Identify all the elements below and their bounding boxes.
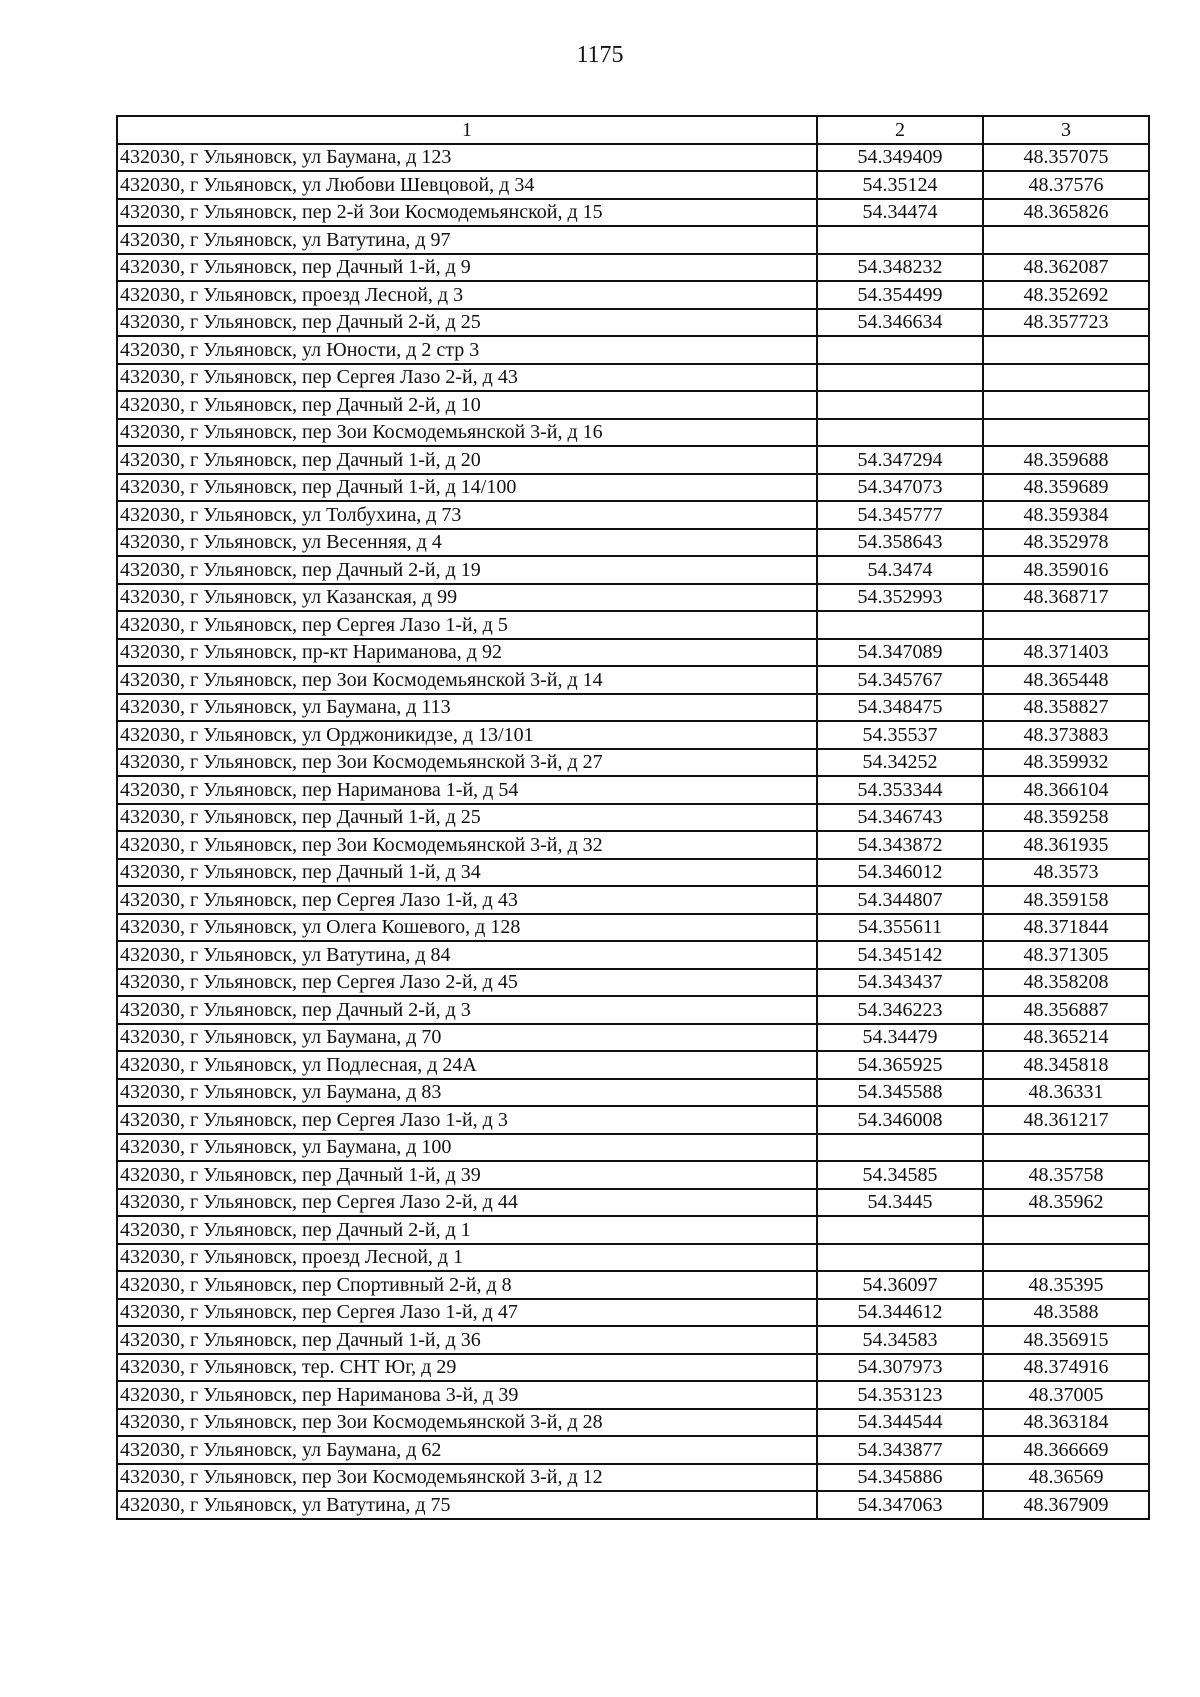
table-row [117, 474, 1149, 502]
address-table [116, 115, 1150, 1520]
table-row [117, 996, 1149, 1024]
longitude-cell: 48.345818 [983, 1051, 1149, 1079]
address-cell: 432030, г Ульяновск, пер Дачный 2-й, д 25 [117, 309, 817, 337]
latitude-cell: 54.365925 [817, 1051, 983, 1079]
table-row [117, 1299, 1149, 1327]
latitude-cell: 54.353123 [817, 1381, 983, 1409]
table-row [117, 529, 1149, 557]
table-row [117, 1409, 1149, 1437]
table-row [117, 694, 1149, 722]
address-cell: 432030, г Ульяновск, ул Казанская, д 99 [117, 584, 817, 612]
address-cell: 432030, г Ульяновск, пер Дачный 1-й, д 25 [117, 804, 817, 832]
table-row [117, 804, 1149, 832]
longitude-cell: 48.366104 [983, 776, 1149, 804]
table-row [117, 914, 1149, 942]
latitude-cell: 54.34252 [817, 749, 983, 777]
table-row [117, 226, 1149, 254]
latitude-cell [817, 226, 983, 254]
table-row [117, 501, 1149, 529]
longitude-cell [983, 1134, 1149, 1162]
latitude-cell: 54.343872 [817, 831, 983, 859]
longitude-cell: 48.352978 [983, 529, 1149, 557]
longitude-cell [983, 419, 1149, 447]
address-cell: 432030, г Ульяновск, пер Дачный 2-й, д 10 [117, 391, 817, 419]
address-cell: 432030, г Ульяновск, ул Баумана, д 123 [117, 144, 817, 172]
address-cell: 432030, г Ульяновск, пер Дачный 1-й, д 34 [117, 859, 817, 887]
latitude-cell: 54.345886 [817, 1464, 983, 1492]
table-row [117, 1354, 1149, 1382]
table-row [117, 144, 1149, 172]
address-cell: 432030, г Ульяновск, пер Нариманова 3-й, д 39 [117, 1381, 817, 1409]
table-row [117, 1189, 1149, 1217]
longitude-cell: 48.365214 [983, 1024, 1149, 1052]
latitude-cell: 54.347073 [817, 474, 983, 502]
latitude-cell: 54.347089 [817, 639, 983, 667]
address-cell: 432030, г Ульяновск, пер Сергея Лазо 1-й, д 3 [117, 1106, 817, 1134]
latitude-cell: 54.3445 [817, 1189, 983, 1217]
column-header-2: 2 [817, 116, 983, 144]
latitude-cell [817, 391, 983, 419]
address-cell: 432030, г Ульяновск, проезд Лесной, д 3 [117, 281, 817, 309]
address-cell: 432030, г Ульяновск, пер Спортивный 2-й, д 8 [117, 1271, 817, 1299]
longitude-cell: 48.359688 [983, 446, 1149, 474]
table-row [117, 1024, 1149, 1052]
longitude-cell: 48.357723 [983, 309, 1149, 337]
table-row [117, 254, 1149, 282]
longitude-cell: 48.363184 [983, 1409, 1149, 1437]
longitude-cell: 48.359932 [983, 749, 1149, 777]
longitude-cell: 48.36569 [983, 1464, 1149, 1492]
page-number: 1175 [576, 42, 624, 68]
longitude-cell: 48.35395 [983, 1271, 1149, 1299]
table-row [117, 1326, 1149, 1354]
table-row [117, 281, 1149, 309]
address-cell: 432030, г Ульяновск, ул Баумана, д 62 [117, 1436, 817, 1464]
latitude-cell: 54.348475 [817, 694, 983, 722]
latitude-cell [817, 419, 983, 447]
longitude-cell: 48.361935 [983, 831, 1149, 859]
latitude-cell: 54.35537 [817, 721, 983, 749]
latitude-cell: 54.347063 [817, 1491, 983, 1519]
latitude-cell: 54.358643 [817, 529, 983, 557]
address-cell: 432030, г Ульяновск, пер Дачный 2-й, д 1 [117, 1216, 817, 1244]
table-row [117, 1436, 1149, 1464]
column-header-1: 1 [117, 116, 817, 144]
address-cell: 432030, г Ульяновск, пер Сергея Лазо 1-й, д 47 [117, 1299, 817, 1327]
longitude-cell [983, 1244, 1149, 1272]
address-cell: 432030, г Ульяновск, пер Сергея Лазо 2-й, д 45 [117, 969, 817, 997]
address-cell: 432030, г Ульяновск, ул Баумана, д 100 [117, 1134, 817, 1162]
latitude-cell: 54.345767 [817, 666, 983, 694]
longitude-cell: 48.371844 [983, 914, 1149, 942]
longitude-cell: 48.365826 [983, 199, 1149, 227]
latitude-cell: 54.343877 [817, 1436, 983, 1464]
address-cell: 432030, г Ульяновск, ул Подлесная, д 24А [117, 1051, 817, 1079]
table-row [117, 584, 1149, 612]
longitude-cell: 48.358827 [983, 694, 1149, 722]
address-cell: 432030, г Ульяновск, пер Дачный 1-й, д 36 [117, 1326, 817, 1354]
address-cell: 432030, г Ульяновск, пер Зои Космодемьянской 3-й, д 27 [117, 749, 817, 777]
longitude-cell: 48.361217 [983, 1106, 1149, 1134]
table-row [117, 941, 1149, 969]
latitude-cell: 54.345588 [817, 1079, 983, 1107]
table-row [117, 859, 1149, 887]
table-header-row [117, 116, 1149, 144]
address-cell: 432030, г Ульяновск, пер Дачный 1-й, д 9 [117, 254, 817, 282]
longitude-cell [983, 1216, 1149, 1244]
table-row [117, 776, 1149, 804]
latitude-cell [817, 1134, 983, 1162]
address-cell: 432030, г Ульяновск, тер. СНТ Юг, д 29 [117, 1354, 817, 1382]
address-cell: 432030, г Ульяновск, пер Нариманова 1-й, д 54 [117, 776, 817, 804]
address-cell: 432030, г Ульяновск, ул Любови Шевцовой, д 34 [117, 171, 817, 199]
address-cell: 432030, г Ульяновск, ул Весенняя, д 4 [117, 529, 817, 557]
longitude-cell [983, 611, 1149, 639]
address-cell: 432030, г Ульяновск, пер Сергея Лазо 1-й, д 43 [117, 886, 817, 914]
longitude-cell: 48.37576 [983, 171, 1149, 199]
table-row [117, 309, 1149, 337]
address-cell: 432030, г Ульяновск, ул Ватутина, д 84 [117, 941, 817, 969]
table-row [117, 1381, 1149, 1409]
longitude-cell: 48.371305 [983, 941, 1149, 969]
latitude-cell: 54.344544 [817, 1409, 983, 1437]
address-cell: 432030, г Ульяновск, пер Дачный 2-й, д 19 [117, 556, 817, 584]
address-cell: 432030, г Ульяновск, пер 2-й Зои Космодемьянской, д 15 [117, 199, 817, 227]
address-cell: 432030, г Ульяновск, ул Толбухина, д 73 [117, 501, 817, 529]
longitude-cell: 48.357075 [983, 144, 1149, 172]
latitude-cell: 54.355611 [817, 914, 983, 942]
longitude-cell: 48.362087 [983, 254, 1149, 282]
column-header-3: 3 [983, 116, 1149, 144]
latitude-cell [817, 336, 983, 364]
longitude-cell: 48.365448 [983, 666, 1149, 694]
table-row [117, 1161, 1149, 1189]
latitude-cell: 54.349409 [817, 144, 983, 172]
latitude-cell [817, 611, 983, 639]
longitude-cell: 48.359258 [983, 804, 1149, 832]
latitude-cell: 54.348232 [817, 254, 983, 282]
table-row [117, 831, 1149, 859]
longitude-cell: 48.374916 [983, 1354, 1149, 1382]
table-row [117, 1491, 1149, 1519]
longitude-cell: 48.356887 [983, 996, 1149, 1024]
address-cell: 432030, г Ульяновск, ул Баумана, д 113 [117, 694, 817, 722]
latitude-cell [817, 1216, 983, 1244]
address-cell: 432030, г Ульяновск, пер Сергея Лазо 1-й, д 5 [117, 611, 817, 639]
latitude-cell: 54.353344 [817, 776, 983, 804]
latitude-cell: 54.343437 [817, 969, 983, 997]
latitude-cell: 54.346634 [817, 309, 983, 337]
address-cell: 432030, г Ульяновск, ул Баумана, д 70 [117, 1024, 817, 1052]
table-row [117, 969, 1149, 997]
latitude-cell: 54.344612 [817, 1299, 983, 1327]
latitude-cell: 54.346012 [817, 859, 983, 887]
address-cell: 432030, г Ульяновск, пер Зои Космодемьянской 3-й, д 12 [117, 1464, 817, 1492]
latitude-cell [817, 1244, 983, 1272]
table-row [117, 611, 1149, 639]
table-row [117, 1244, 1149, 1272]
table-row [117, 1134, 1149, 1162]
latitude-cell: 54.345142 [817, 941, 983, 969]
address-cell: 432030, г Ульяновск, пер Зои Космодемьянской 3-й, д 32 [117, 831, 817, 859]
address-cell: 432030, г Ульяновск, проезд Лесной, д 1 [117, 1244, 817, 1272]
table-row [117, 171, 1149, 199]
longitude-cell [983, 364, 1149, 392]
table-row [117, 1271, 1149, 1299]
address-cell: 432030, г Ульяновск, ул Олега Кошевого, д 128 [117, 914, 817, 942]
table-body [117, 144, 1149, 1519]
longitude-cell: 48.373883 [983, 721, 1149, 749]
longitude-cell: 48.3573 [983, 859, 1149, 887]
longitude-cell: 48.359689 [983, 474, 1149, 502]
longitude-cell: 48.359016 [983, 556, 1149, 584]
table-row [117, 391, 1149, 419]
latitude-cell: 54.307973 [817, 1354, 983, 1382]
table-row [117, 364, 1149, 392]
address-cell: 432030, г Ульяновск, ул Орджоникидзе, д 13/101 [117, 721, 817, 749]
longitude-cell: 48.359384 [983, 501, 1149, 529]
longitude-cell: 48.35758 [983, 1161, 1149, 1189]
longitude-cell: 48.356915 [983, 1326, 1149, 1354]
table-row [117, 1464, 1149, 1492]
address-cell: 432030, г Ульяновск, ул Ватутина, д 75 [117, 1491, 817, 1519]
latitude-cell: 54.354499 [817, 281, 983, 309]
table-row [117, 199, 1149, 227]
latitude-cell: 54.36097 [817, 1271, 983, 1299]
table-row [117, 336, 1149, 364]
table-row [117, 666, 1149, 694]
latitude-cell: 54.345777 [817, 501, 983, 529]
table-row [117, 721, 1149, 749]
table-row [117, 1106, 1149, 1134]
longitude-cell: 48.36331 [983, 1079, 1149, 1107]
address-cell: 432030, г Ульяновск, пер Дачный 2-й, д 3 [117, 996, 817, 1024]
address-cell: 432030, г Ульяновск, пер Зои Космодемьянской 3-й, д 14 [117, 666, 817, 694]
longitude-cell: 48.371403 [983, 639, 1149, 667]
address-cell: 432030, г Ульяновск, пер Зои Космодемьянской 3-й, д 28 [117, 1409, 817, 1437]
address-cell: 432030, г Ульяновск, пер Зои Космодемьянской 3-й, д 16 [117, 419, 817, 447]
longitude-cell [983, 336, 1149, 364]
latitude-cell: 54.352993 [817, 584, 983, 612]
latitude-cell: 54.346743 [817, 804, 983, 832]
longitude-cell: 48.37005 [983, 1381, 1149, 1409]
table-row [117, 419, 1149, 447]
table-row [117, 1051, 1149, 1079]
table-row [117, 886, 1149, 914]
latitude-cell: 54.347294 [817, 446, 983, 474]
table-row [117, 446, 1149, 474]
longitude-cell: 48.366669 [983, 1436, 1149, 1464]
longitude-cell: 48.367909 [983, 1491, 1149, 1519]
latitude-cell: 54.346008 [817, 1106, 983, 1134]
latitude-cell: 54.344807 [817, 886, 983, 914]
longitude-cell: 48.358208 [983, 969, 1149, 997]
address-cell: 432030, г Ульяновск, ул Баумана, д 83 [117, 1079, 817, 1107]
latitude-cell: 54.34585 [817, 1161, 983, 1189]
longitude-cell: 48.352692 [983, 281, 1149, 309]
latitude-cell: 54.3474 [817, 556, 983, 584]
latitude-cell [817, 364, 983, 392]
longitude-cell: 48.3588 [983, 1299, 1149, 1327]
table-row [117, 639, 1149, 667]
address-cell: 432030, г Ульяновск, ул Ватутина, д 97 [117, 226, 817, 254]
longitude-cell [983, 391, 1149, 419]
table-row [117, 749, 1149, 777]
latitude-cell: 54.34479 [817, 1024, 983, 1052]
longitude-cell: 48.35962 [983, 1189, 1149, 1217]
latitude-cell: 54.346223 [817, 996, 983, 1024]
longitude-cell: 48.359158 [983, 886, 1149, 914]
longitude-cell: 48.368717 [983, 584, 1149, 612]
address-cell: 432030, г Ульяновск, ул Юности, д 2 стр 3 [117, 336, 817, 364]
address-cell: 432030, г Ульяновск, пер Сергея Лазо 2-й, д 43 [117, 364, 817, 392]
table-row [117, 1216, 1149, 1244]
table-row [117, 1079, 1149, 1107]
latitude-cell: 54.34474 [817, 199, 983, 227]
address-cell: 432030, г Ульяновск, пер Дачный 1-й, д 20 [117, 446, 817, 474]
table-row [117, 556, 1149, 584]
latitude-cell: 54.35124 [817, 171, 983, 199]
longitude-cell [983, 226, 1149, 254]
latitude-cell: 54.34583 [817, 1326, 983, 1354]
address-cell: 432030, г Ульяновск, пер Дачный 1-й, д 39 [117, 1161, 817, 1189]
address-cell: 432030, г Ульяновск, пер Дачный 1-й, д 14/100 [117, 474, 817, 502]
address-cell: 432030, г Ульяновск, пр-кт Нариманова, д 92 [117, 639, 817, 667]
address-cell: 432030, г Ульяновск, пер Сергея Лазо 2-й, д 44 [117, 1189, 817, 1217]
